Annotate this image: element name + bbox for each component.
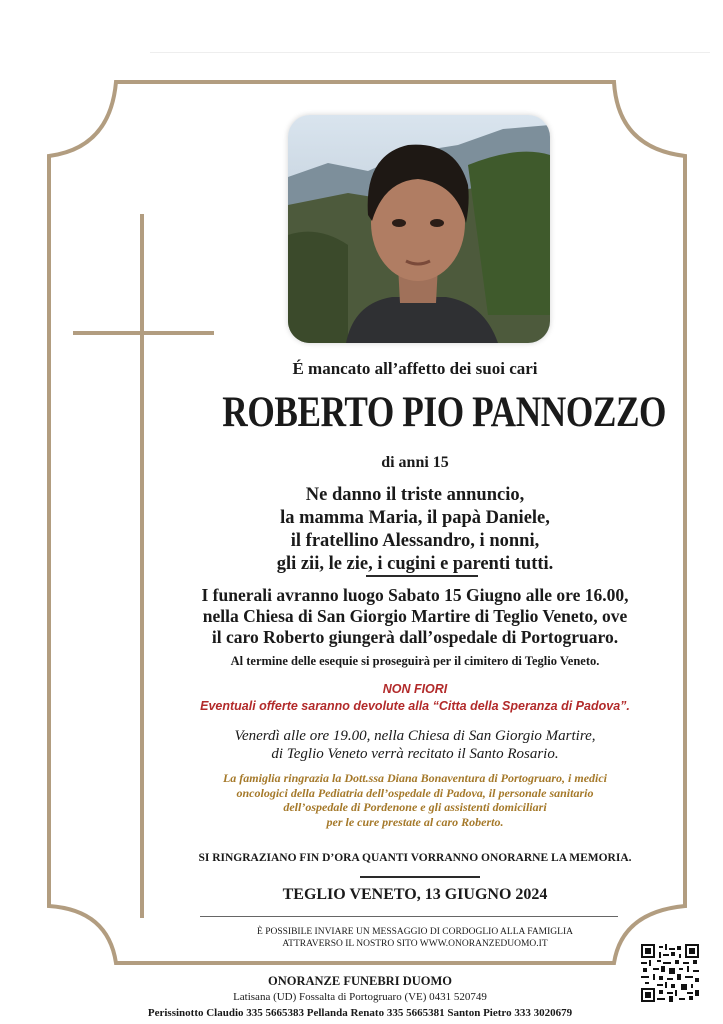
deceased-name: ROBERTO PIO PANNOZZO xyxy=(222,389,667,436)
place-date: TEGLIO VENETO, 13 GIUGNO 2024 xyxy=(282,886,548,903)
funeral-line: nella Chiesa di San Giorgio Martire di Teglio Veneto, ove xyxy=(202,606,628,626)
funeral-line: il caro Roberto giungerà dall’ospedale di Portogruaro. xyxy=(211,627,619,647)
agency-name: ONORANZE FUNEBRI DUOMO xyxy=(267,974,453,988)
thanks-line: per le cure prestate al caro Roberto. xyxy=(326,814,504,829)
agency-phones: Perissinotto Claudio 335 5665383 Pellanda Renato 335 5665381 Santon Pietro 333 3020679 xyxy=(147,1007,573,1019)
online-line: ATTRAVERSO IL NOSTRO SITO WWW.ONORANZEDUOMO.IT xyxy=(282,938,548,949)
thanks-line: La famiglia ringrazia la Dott.ssa Diana Bonaventura di Portogruaro, i medici xyxy=(222,771,608,785)
announcement-line: il fratellino Alessandro, i nonni, xyxy=(290,531,540,551)
no-flowers: NON FIORI xyxy=(382,682,448,696)
thanks-line: oncologici della Pediatria dell’ospedale di Padova, il personale sanitario xyxy=(236,785,594,800)
announcement xyxy=(180,484,650,576)
divider xyxy=(360,876,480,878)
qr-code xyxy=(641,944,699,1002)
memory-note: SI RINGRAZIANO FIN D’ORA QUANTI VORRANNO ONORARNE LA MEMORIA. xyxy=(198,852,632,864)
rosary-line: Venerdì alle ore 19.00, nella Chiesa di San Giorgio Martire, xyxy=(234,728,596,744)
funeral-info xyxy=(180,585,650,648)
funeral-line: I funerali avranno luogo Sabato 15 Giugno alle ore 16.00, xyxy=(201,585,629,605)
announcement-line: gli zii, le zie, i cugini e parenti tutti. xyxy=(276,554,554,574)
announcement-line: Ne danno il triste annuncio, xyxy=(305,485,525,505)
donations-note: Eventuali offerte saranno devolute alla “Citta della Speranza di Padova”. xyxy=(200,699,630,713)
portrait-photo xyxy=(288,115,550,343)
thanks-note xyxy=(180,771,650,829)
thanks-line: dell’ospedale di Pordenone e gli assistenti domiciliari xyxy=(283,800,547,814)
divider xyxy=(200,916,618,917)
age: di anni 15 xyxy=(381,454,449,471)
cemetery-note: Al termine delle esequie si proseguirà per il cimitero di Teglio Veneto. xyxy=(230,654,600,668)
announcement-line: la mamma Maria, il papà Daniele, xyxy=(280,508,550,528)
agency-address: Latisana (UD) Fossalta di Portogruaro (VE) 0431 520749 xyxy=(233,991,487,1003)
cross-vertical xyxy=(140,214,144,918)
subtitle: É mancato all’affetto dei suoi cari xyxy=(292,359,538,378)
divider xyxy=(366,575,478,577)
rosary-info xyxy=(180,727,650,763)
online-line: È POSSIBILE INVIARE UN MESSAGGIO DI CORDOGLIO ALLA FAMIGLIA xyxy=(257,927,573,937)
cross-horizontal xyxy=(73,331,214,335)
online-condolences xyxy=(180,927,650,950)
rosary-line: di Teglio Veneto verrà recitato il Santo Rosario. xyxy=(271,746,559,762)
